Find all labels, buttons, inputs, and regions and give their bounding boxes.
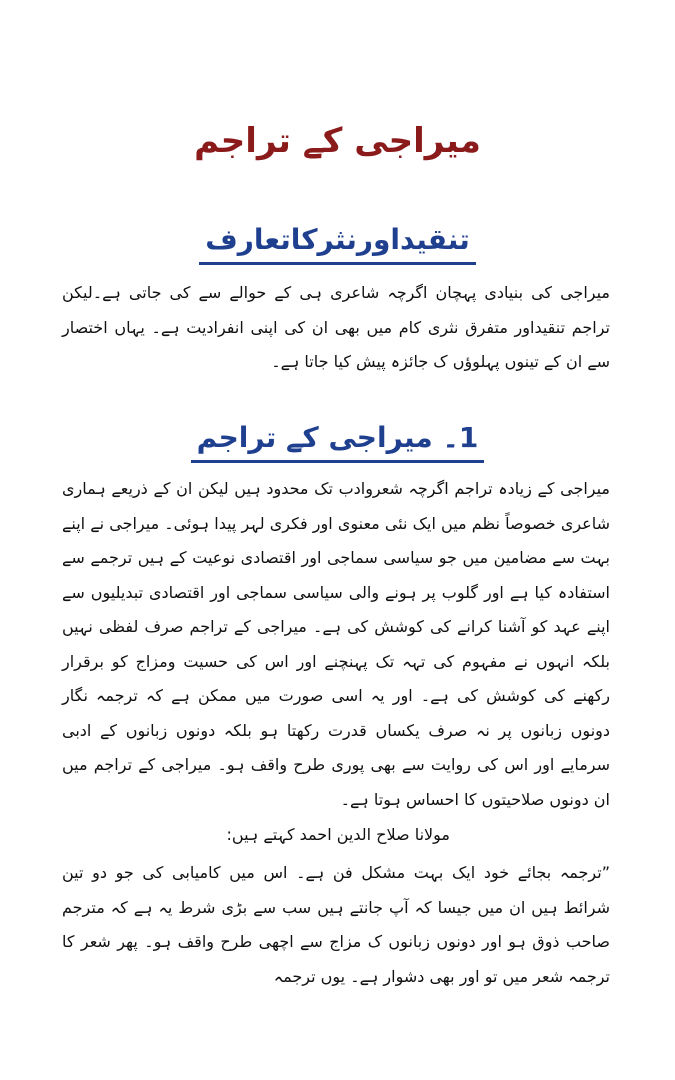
intro-paragraph (62, 276, 610, 380)
translations-paragraph-text: میراجی کے زیادہ تراجم اگرچہ شعروادب تک محدود ہیں لیکن ان کے ذریعے ہماری شاعری خصوصاً نظم میں ایک نئی معنوی اور فکری لہر پیدا ہوئی۔ میراجی نے اپنے بہت سے مضامین میں جو سیاسی سماجی اور اقتصادی نوعیت کے ہیں ترجمے سے استفادہ کیا ہے اور گلوب پر ہونے والی سیاسی سماجی اور اقتصادی تبدیلیوں سے اپنے عہد کو آشنا کرانے کی کوشش کی ہے۔ میراجی کے تراجم صرف لفظی نہیں بلکہ انہوں نے مفہوم کی تہہ تک پہنچنے اور اس کی حسیت ومزاج کو برقرار رکھنے کی کوشش کی ہے۔ اور یہ اسی صورت میں ممکن ہے کہ ترجمہ نگار دونوں زبانوں پر نہ صرف یکساں قدرت رکھتا ہو بلکہ دونوں زبانوں کے ادبی سرمایے اور اس کی روایت سے بھی پوری طرح واقف ہو۔ میراجی کے تراجم میں ان دونوں صلاحیتوں کا احساس ہوتا ہے۔ (62, 479, 610, 809)
section-heading-intro (0, 220, 675, 265)
section-heading-translations (0, 418, 675, 463)
translations-paragraph (62, 472, 610, 817)
section-heading-translations-text: 1۔ میراجی کے تراجم (191, 418, 485, 463)
section-heading-intro-text: تنقیداورنثرکاتعارف (199, 220, 475, 265)
quote-paragraph-text: ”ترجمہ بجائے خود ایک بہت مشکل فن ہے۔ اس میں کامیابی کی جو دو تین شرائط ہیں ان میں جیسا کہ آپ جانتے ہیں سب سے بڑی شرط یہ ہے کہ مترجم صاحب ذوق ہو اور دونوں زبانوں ک مزاج سے اچھی طرح واقف ہو۔ پھر شعر کا ترجمہ شعر میں تو اور بھی دشوار ہے۔ یوں ترجمہ (62, 863, 610, 986)
page-title: میراجی کے تراجم (194, 121, 481, 161)
quote-paragraph (62, 856, 610, 994)
quote-attribution: مولانا صلاح الدین احمد کہتے ہیں: (226, 825, 450, 844)
intro-paragraph-text: میراجی کی بنیادی پہچان اگرچہ شاعری ہی کے حوالے سے کی جاتی ہے۔لیکن تراجم تنقیداور متفرق نثری کام میں بھی ان کی اپنی انفرادیت ہے۔ یہاں اختصار سے ان کے تینوں پہلوؤں ک جائزہ پیش کیا جاتا ہے۔ (62, 283, 610, 371)
